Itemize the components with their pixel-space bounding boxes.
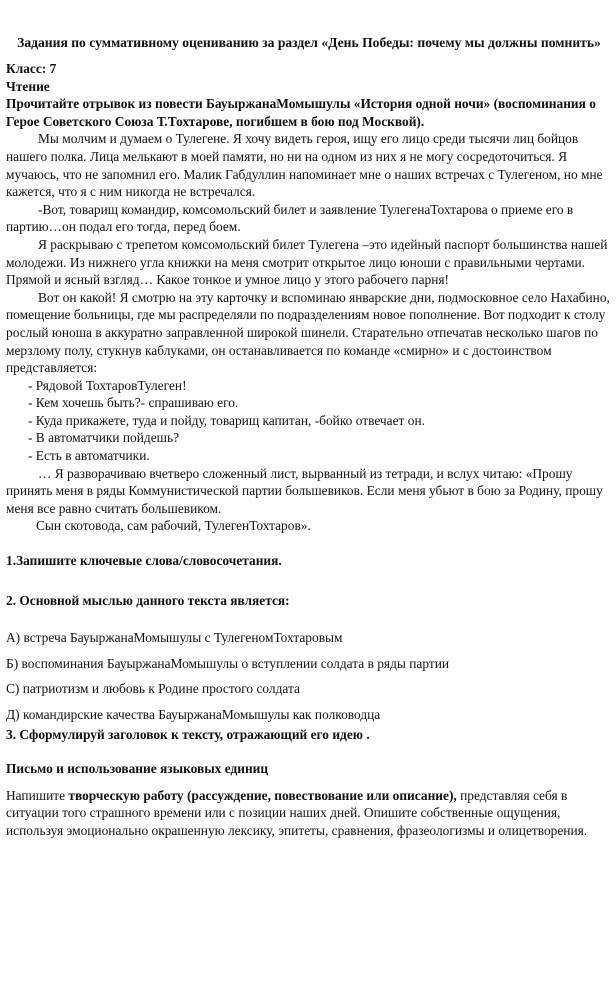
writing-task-lead: Напишите — [6, 787, 69, 803]
passage-paragraph-4: Вот он какой! Я смотрю на эту карточку и вспоминаю январские дни, подмосковное село Нахабино, помещение больницы, где мы распределяли по подразделениям новое пополнение. Вот подходит к столу рослый юноша в аккуратно заправленной широкой шинели. Старательно отпечатав несколько шагов по мерзлому полу, стукнув каблуками, он останавливается по команде «смирно» и с достоинством представляется: — [6, 289, 610, 376]
writing-task — [6, 787, 612, 840]
writing-task-bold: творческую работу (рассуждение, повествование или описание), — [68, 787, 457, 803]
question-1: 1.Запишите ключевые слова/словосочетания. — [6, 553, 282, 569]
reading-instruction: Прочитайте отрывок из повести БауыржанаМомышулы «История одной ночи» (воспоминания о Герое Советского Союза Т.Тохтарове, погибшем в бою под Москвой). — [6, 96, 596, 129]
dialogue-line: - Кем хочешь быть?- спрашиваю его. — [28, 395, 239, 411]
passage-paragraph-2: -Вот, товарищ командир, комсомольский билет и заявление ТулегенаТохтарова о приеме его в партию…он подал его тогда, перед боем. — [6, 201, 574, 235]
writing-task-rest: представляя себя в ситуации того страшного времени или с позиции наших дней. Опишите собственные ощущения, используя эмоционально окрашенную лексику, эпитеты, сравнения, фразеологизмы и олицетворения. — [6, 787, 588, 838]
question-2: 2. Основной мыслью данного текста является: — [6, 592, 290, 608]
dialogue-line: - Рядовой ТохтаровТулеген! — [28, 377, 187, 393]
writing-section-heading: Письмо и использование языковых единиц — [6, 761, 269, 777]
passage-paragraph-1: Мы молчим и думаем о Тулегене. Я хочу видеть героя, ищу его лицо среди тысячи лиц бойцов нашего полка. Лица мелькают в моей памяти, но ни на одном из них я не могу сосредоточиться. Я мучаюсь, что не запомнил его. Малик Габдуллин напоминает мне о наших встречах с Тулегеном, но мне кажется, что я с ним никогда не встречался. — [6, 131, 603, 200]
section-label: Чтение — [6, 78, 50, 94]
page-title: Задания по суммативному оцениванию за раздел «День Победы: почему мы должны помнить» — [17, 35, 601, 50]
answer-option-d: Д) командирские качества БауыржанаМомышулы как полководца — [6, 707, 381, 722]
answer-option-a: А) встреча БауыржанаМомышулы с ТулегеномТохтаровым — [6, 630, 343, 646]
passage-paragraph-5: … Я разворачиваю вчетверо сложенный лист, вырванный из тетради, и вслух читаю: «Прошу принять меня в ряды Коммунистической партии большевиков. Если меня убьют в бою за Родину, прошу меня все равно считать большевиком. — [6, 465, 603, 516]
dialogue-line: - В автоматчики пойдешь? — [28, 430, 180, 446]
dialogue-line: - Есть в автоматчики. — [28, 448, 150, 464]
passage-paragraph-3: Я раскрываю с трепетом комсомольский билет Тулегена –это идейный паспорт большинства нашей молодежи. Из нижнего угла книжки на меня смотрит открытое лицо юноши с правильными чертами. Прямой и ясный взгляд… Какое тонкое и умное лицо у этого рабочего парня! — [6, 236, 608, 288]
question-3: 3. Сформулируй заголовок к тексту, отражающий его идею . — [6, 726, 370, 742]
passage-signature: Сын скотовода, сам рабочий, ТулегенТохтаров». — [36, 518, 311, 534]
answer-option-b: Б) воспоминания БауыржанаМомышулы о вступлении солдата в ряды партии — [6, 655, 450, 671]
class-label: Класс: 7 — [6, 61, 57, 76]
answer-option-c: С) патриотизм и любовь к Родине простого солдата — [6, 681, 300, 697]
dialogue-line: - Куда прикажете, туда и пойду, товарищ капитан, -бойко отвечает он. — [28, 412, 425, 428]
